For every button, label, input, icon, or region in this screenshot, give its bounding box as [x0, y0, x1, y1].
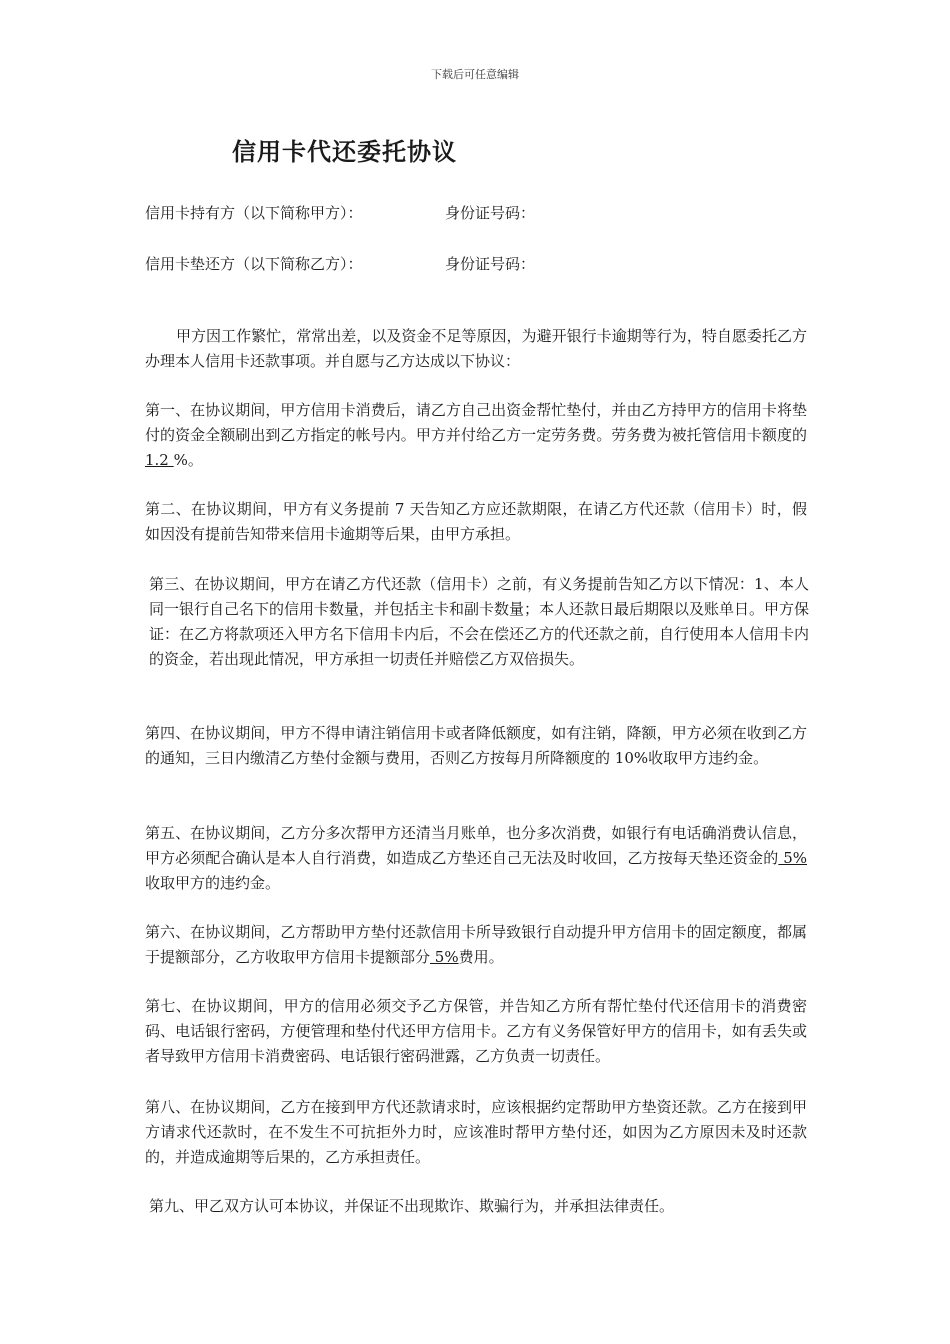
- clause-9: 第九、甲乙双方认可本协议，并保证不出现欺诈、欺骗行为，并承担法律责任。: [149, 1197, 675, 1215]
- clause-1-text: 第一、在协议期间，甲方信用卡消费后，请乙方自己出资金帮忙垫付，并由乙方持甲方的信用卡将垫付的资金全额刷出到乙方指定的帐号内。甲方并付给乙方一定劳务费。劳务费为被托管信用卡额度的: [145, 401, 807, 444]
- document-title: 信用卡代还委托协议: [232, 138, 457, 166]
- clause-3: 第三、在协议期间，甲方在请乙方代还款（信用卡）之前，有义务提前告知乙方以下情况：1、本人同一银行自己名下的信用卡数量，并包括主卡和副卡数量；本人还款日最后期限以及账单日。甲方保证：在乙方将款项还入甲方名下信用卡内后，不会在偿还乙方的代还款之前，自行使用本人信用卡内的资金，若出现此情况，甲方承担一切责任并赔偿乙方双倍损失。: [149, 575, 810, 668]
- party-b-label: 信用卡垫还方（以下简称乙方）：: [145, 255, 363, 273]
- party-b-id-label: 身份证号码：: [445, 255, 536, 273]
- clause-5: [145, 821, 807, 896]
- clause-5-text: 第五、在协议期间，乙方分多次帮甲方还清当月账单，也分多次消费，如银行有电话确消费认信息，甲方必须配合确认是本人自行消费，如造成乙方垫还自己无法及时收回，乙方按每天垫还资金的: [145, 824, 807, 867]
- party-a-row: [145, 202, 536, 223]
- clause-1-suffix: %。: [173, 451, 203, 469]
- header-note: 下载后可任意编辑: [431, 68, 519, 81]
- clause-7: 第七、在协议期间，甲方的信用必须交予乙方保管，并告知乙方所有帮忙垫付代还信用卡的消费密码、电话银行密码，方便管理和垫付代还甲方信用卡。乙方有义务保管好甲方的信用卡，如有丢失或者导致甲方信用卡消费密码、电话银行密码泄露，乙方负责一切责任。: [145, 997, 807, 1065]
- clause-6-rate: 5%: [430, 948, 459, 966]
- clause-6-suffix: 费用。: [458, 948, 504, 966]
- clause-2: 第二、在协议期间，甲方有义务提前 7 天告知乙方应还款期限，在请乙方代还款（信用卡）时，假如因没有提前告知带来信用卡逾期等后果，由甲方承担。: [145, 500, 807, 543]
- party-b-row: [145, 253, 536, 274]
- clause-6: [145, 920, 807, 970]
- intro-paragraph: 甲方因工作繁忙，常常出差，以及资金不足等原因，为避开银行卡逾期等行为，特自愿委托乙方办理本人信用卡还款事项。并自愿与乙方达成以下协议：: [145, 327, 807, 370]
- clause-8: 第八、在协议期间，乙方在接到甲方代还款请求时，应该根据约定帮助甲方垫资还款。乙方在接到甲方请求代还款时，在不发生不可抗拒外力时，应该准时帮甲方垫付还，如因为乙方原因未及时还款的，并造成逾期等后果的，乙方承担责任。: [145, 1098, 807, 1166]
- clause-6-text: 第六、在协议期间，乙方帮助甲方垫付还款信用卡所导致银行自动提升甲方信用卡的固定额度，都属于提额部分，乙方收取甲方信用卡提额部分: [145, 923, 807, 966]
- party-a-label: 信用卡持有方（以下简称甲方）：: [145, 204, 363, 222]
- clause-5-suffix: 收取甲方的违约金。: [145, 874, 281, 892]
- clause-4: 第四、在协议期间，甲方不得申请注销信用卡或者降低额度，如有注销，降额，甲方必须在收到乙方的通知，三日内缴清乙方垫付金额与费用，否则乙方按每月所降额度的 10%收取甲方违约金。: [145, 724, 807, 767]
- clause-5-rate: 5%: [778, 849, 807, 867]
- party-a-id-label: 身份证号码：: [445, 204, 536, 222]
- clause-1: [145, 398, 807, 473]
- clause-1-rate: 1.2: [145, 451, 174, 469]
